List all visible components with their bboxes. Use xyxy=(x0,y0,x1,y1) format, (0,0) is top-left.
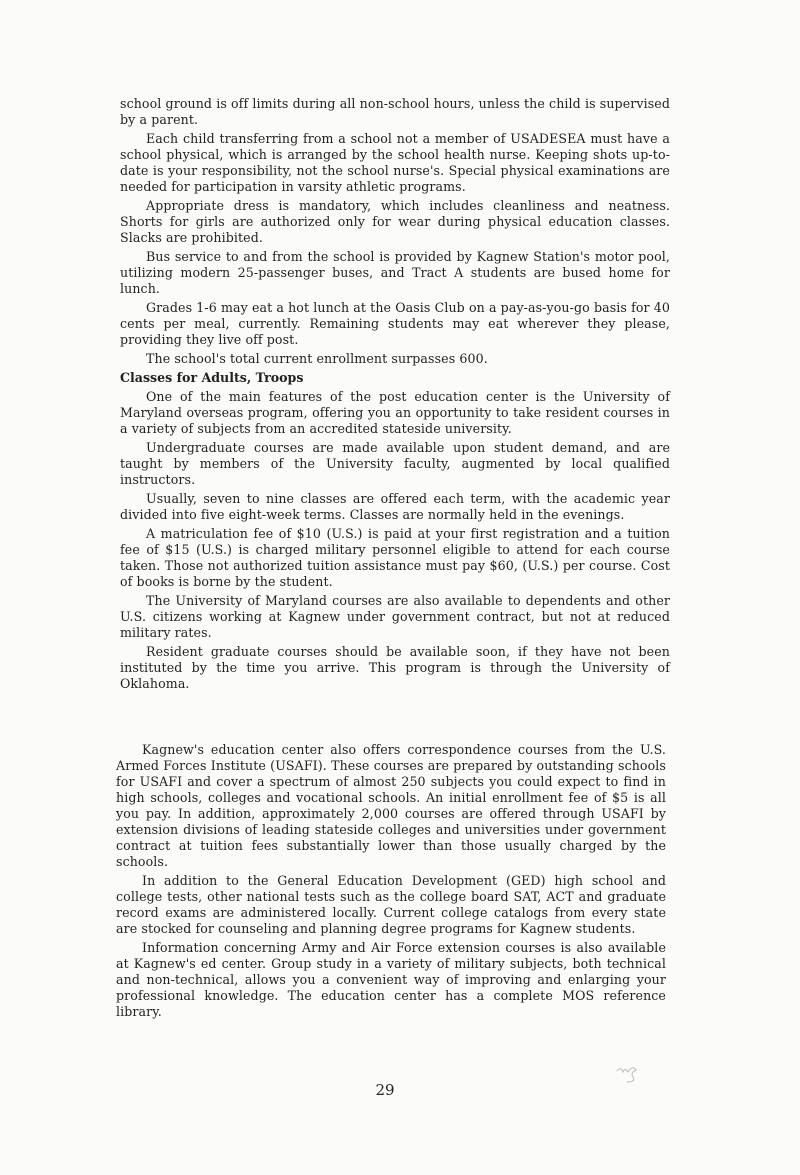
paragraph: Appropriate dress is mandatory, which includes cleanliness and neatness. Shorts for girls are authorized only for wear during physical education classes. Slacks are prohibited. xyxy=(120,198,670,245)
paragraph: Undergraduate courses are made available upon student demand, and are taught by members of the University faculty, augmented by local qualified instructors. xyxy=(120,440,670,487)
paragraph: One of the main features of the post education center is the University of Maryland overseas program, offering you an opportunity to take resident courses in a variety of subjects from an accredited stateside university. xyxy=(120,389,670,436)
pencil-mark-icon xyxy=(614,1063,642,1085)
page-number: 29 xyxy=(375,1081,395,1099)
paragraph: Each child transferring from a school not a member of USADESEA must have a school physical, which is arranged by the school health nurse. Keeping shots up-to-date is your responsibility, not the school nurse's. Special physical examinations are needed for participation in varsity athletic programs. xyxy=(120,131,670,194)
paragraph: A matriculation fee of $10 (U.S.) is paid at your first registration and a tuition fee of $15 (U.S.) is charged military personnel eligible to attend for each course taken. Those not authorized tuition assistance must pay $60, (U.S.) per course. Cost of books is borne by the student. xyxy=(120,526,670,589)
paragraph: In addition to the General Education Development (GED) high school and college tests, other national tests such as the college board SAT, ACT and graduate record exams are administered locally. Current college catalogs from every state are stocked for counseling and planning degree programs for Kagnew students. xyxy=(116,873,666,936)
paragraph: Information concerning Army and Air Force extension courses is also available at Kagnew's ed center. Group study in a variety of military subjects, both technical and non-technical, allows you a convenient way of improving and enlarging your professional knowledge. The education center has a complete MOS reference library. xyxy=(116,940,666,1019)
lower-text-block xyxy=(116,742,666,1023)
upper-text-block xyxy=(120,96,670,695)
paragraph: The school's total current enrollment surpasses 600. xyxy=(146,351,488,366)
section-heading: Classes for Adults, Troops xyxy=(120,370,304,385)
paragraph: Usually, seven to nine classes are offered each term, with the academic year divided into five eight-week terms. Classes are normally held in the evenings. xyxy=(120,491,670,522)
paragraph: Bus service to and from the school is provided by Kagnew Station's motor pool, utilizing modern 25-passenger buses, and Tract A students are bused home for lunch. xyxy=(120,249,670,296)
paragraph: school ground is off limits during all non-school hours, unless the child is supervised by a parent. xyxy=(120,96,670,127)
paragraph: Grades 1-6 may eat a hot lunch at the Oasis Club on a pay-as-you-go basis for 40 cents per meal, currently. Remaining students may eat wherever they please, providing they live off post. xyxy=(120,300,670,347)
paragraph: Resident graduate courses should be available soon, if they have not been instituted by the time you arrive. This program is through the University of Oklahoma. xyxy=(120,644,670,691)
paragraph: Kagnew's education center also offers correspondence courses from the U.S. Armed Forces Institute (USAFI). These courses are prepared by outstanding schools for USAFI and cover a spectrum of almost 250 subjects you could expect to find in high schools, colleges and vocational schools. An initial enrollment fee of $5 is all you pay. In addition, approximately 2,000 courses are offered through USAFI by extension divisions of leading stateside colleges and universities under government contract at tuition fees substantially lower than those usually charged by the schools. xyxy=(116,742,666,869)
paragraph: The University of Maryland courses are also available to dependents and other U.S. citizens working at Kagnew under government contract, but not at reduced military rates. xyxy=(120,593,670,640)
